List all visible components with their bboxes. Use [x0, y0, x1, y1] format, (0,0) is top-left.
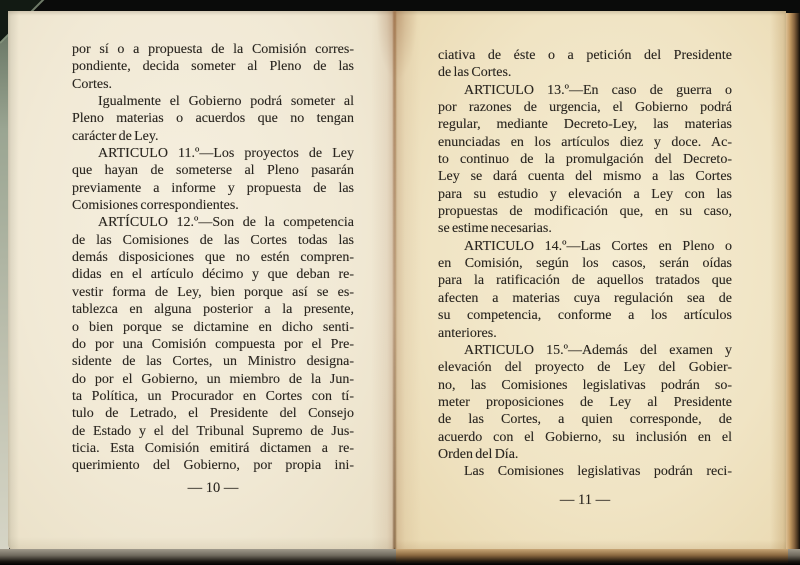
book-spine-gutter — [393, 11, 396, 551]
text-line: anteriores. — [438, 325, 497, 341]
text-line: para su estudio y elevación a Ley con las — [438, 186, 732, 202]
text-line: no, las Comisiones legislativas podrán so- — [438, 377, 732, 393]
text-line: tablezca en alguna posterior a la presente, — [72, 302, 354, 318]
book-spine-gutter-shadow — [376, 11, 418, 81]
text-line: en Comisión, según los casos, serán oídas — [438, 256, 732, 272]
text-line: por razones de urgencia, el Gobierno podrá — [438, 100, 732, 116]
text-line: por sí o a propuesta de la Comisión corres- — [72, 42, 354, 57]
text-line: de las Cortes, a quien corresponde, de — [438, 412, 732, 428]
text-line: vestir forma de Ley, bien porque así se es- — [72, 284, 354, 300]
text-line: ARTICULO 13.º—En caso de guerra o — [464, 82, 732, 98]
page-left — [8, 11, 395, 551]
text-line: ARTICULO 14.º—Las Cortes en Pleno o — [464, 238, 732, 254]
text-line: do por el Gobierno, un miembro de la Jun- — [72, 371, 354, 387]
text-line: tulo de Letrado, el Presidente del Consejo — [72, 406, 354, 422]
book-fore-edge — [786, 13, 800, 558]
page-number-right: — 11 — — [559, 492, 611, 508]
text-line: didas en el artículo décimo y que deban re- — [72, 267, 354, 283]
text-line: ARTICULO 15.º—Además del examen y — [464, 342, 732, 358]
text-line: afecten a materias cuya regulación sea de — [438, 290, 732, 306]
page-right — [395, 11, 786, 554]
text-line: se estime necesarias. — [438, 221, 552, 237]
text-line: Ley se dará cuenta del mismo a las Cortes — [438, 169, 732, 185]
text-line: para la ratificación de aquellos tratados que — [438, 273, 732, 289]
text-line: de Estado y el del Tribunal Supremo de Jus- — [72, 423, 354, 439]
text-line: que hayan de someterse al Pleno pasarán — [72, 163, 354, 179]
text-line: acuerdo con el Gobierno, su inclusión en el — [438, 429, 732, 445]
page-number-left: — 10 — — [187, 480, 239, 496]
text-line: regular, mediante Decreto-Ley, las materias — [438, 117, 732, 133]
text-line: ciativa de éste o a petición del Presidente — [438, 48, 732, 63]
text-line: previamente a informe y propuesta de las — [72, 180, 354, 196]
text-line: o bien porque se dictamine en dicho senti- — [72, 319, 354, 335]
text-line: Cortes. — [72, 76, 113, 92]
text-line: ticia. Esta Comisión emitirá dictamen a re- — [72, 440, 354, 456]
text-line: Orden del Día. — [438, 446, 519, 462]
text-line: sidente de las Cortes, un Ministro designa- — [72, 354, 354, 370]
text-line: enunciadas en los artículos diez y doce. Ac- — [438, 134, 732, 150]
text-line: elevación del proyecto de Ley del Gobier- — [438, 360, 732, 376]
text-line: su competencia, conforme a los artículos — [438, 308, 732, 324]
text-line: ARTÍCULO 12.º—Son de la competencia — [98, 215, 354, 231]
text-line: Comisiones correspondientes. — [72, 198, 239, 214]
book-bottom-edge-right — [396, 549, 788, 563]
text-line: ARTICULO 11.º—Los proyectos de Ley — [98, 146, 354, 162]
text-line: carácter de Ley. — [72, 128, 159, 144]
text-line: de las Comisiones de las Cortes todas las — [72, 232, 354, 248]
page-right-text — [438, 47, 732, 481]
text-line: Pleno materias o acuerdos que no tengan — [72, 111, 354, 127]
page-left-text — [72, 41, 354, 475]
text-line: meter proposiciones de Ley al Presidente — [438, 394, 732, 410]
text-line: Igualmente el Gobierno podrá someter al — [98, 94, 354, 110]
text-line: pondiente, decida someter al Pleno de las — [72, 59, 354, 75]
text-line: querimiento del Gobierno, por propia ini- — [72, 458, 354, 474]
text-line: Las Comisiones legislativas podrán reci- — [464, 464, 732, 480]
text-line: to continuo de la promulgación del Decreto- — [438, 152, 732, 168]
text-line: demás disposiciones que no estén compren- — [72, 250, 354, 266]
text-line: ta Política, un Procurador en Cortes con tí- — [72, 388, 354, 404]
text-line: do por una Comisión compuesta por el Pre- — [72, 336, 354, 352]
text-line: propuestas de modificación que, en su caso, — [438, 204, 732, 220]
text-line: de las Cortes. — [438, 65, 512, 81]
